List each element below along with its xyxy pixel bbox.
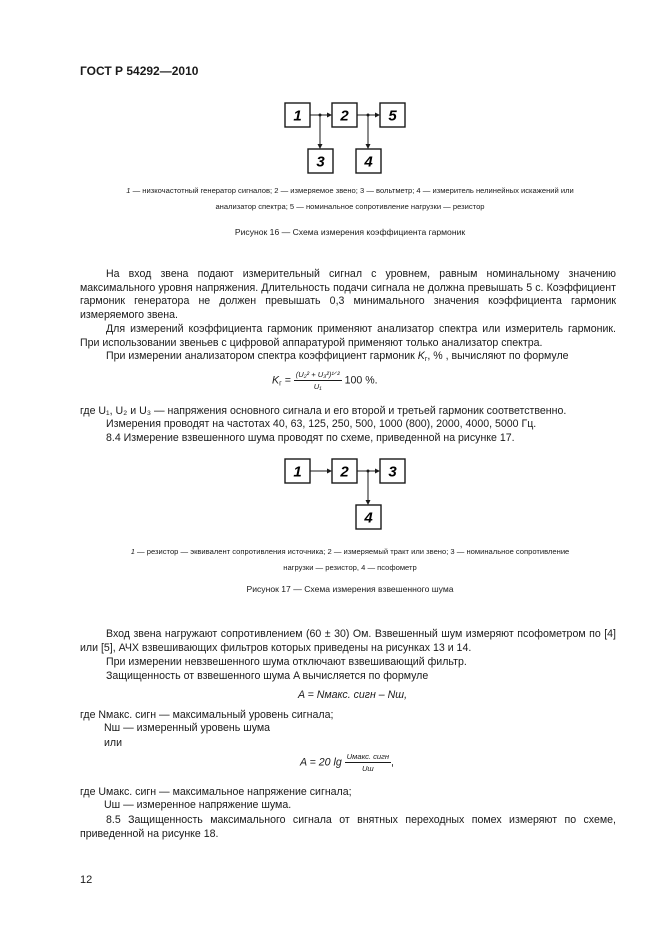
- document-header: ГОСТ Р 54292—2010: [80, 64, 199, 78]
- a2-numerator: Uмакс. сигн: [346, 752, 390, 761]
- paragraph-frequencies: Измерения проводят на частотах 40, 63, 125, 250, 500, 1000 (800), 2000, 4000, 5000 Гц.: [106, 418, 537, 430]
- figure-16-diagram: [284, 101, 409, 177]
- fig16-block-5-label: 5: [388, 107, 397, 125]
- paragraph-kg-formula-intro: При измерении анализатором спектра коэффициент гармоник $K_г$, % , вычисляют по формуле: [106, 350, 569, 363]
- fig16-legend-line-1: — низкочастотный генератор сигналов; 2 — измеряемое звено; 3 — вольтметр; 4 — измеритель нелинейных искажений или: [132, 186, 574, 195]
- kg-denominator: U₁: [313, 382, 322, 391]
- fig16-block-2-label: 2: [340, 107, 349, 125]
- page-number: 12: [80, 874, 93, 886]
- paragraph-weighted-noise: Вход звена нагружают сопротивлением (60 ± 30) Ом. Взвешенный шум измеряют псофометром по [4] или [5], АЧХ взвешивающих фильтров которых приведены на рисунках 13 и 14.: [80, 628, 616, 654]
- figure-17-legend: 1 — резистор — эквивалент сопротивления источника; 2 — измеряемый тракт или звено; 3 — номинальное сопротивление нагрузки — резистор, 4 — псофометр: [80, 544, 620, 576]
- figure-16-legend: 1 — низкочастотный генератор сигналов; 2 — измеряемое звено; 3 — вольтметр; 4 — измеритель нелинейных искажений или анализатор спектра; 5 — номинальное сопротивление нагрузки — резистор: [80, 183, 620, 215]
- fig17-block-3-label: 3: [388, 463, 397, 481]
- paragraph-protection-formula-intro: Защищенность от взвешенного шума A вычисляется по формуле: [106, 670, 429, 682]
- fig16-block-1-label: 1: [293, 107, 302, 125]
- paragraph-spectrum-analyzer: Для измерений коэффициента гармоник применяют анализатор спектра или измеритель гармоник. При использовании звеньев с цифровой аппаратурой применяют только анализатор спектра.: [80, 323, 616, 349]
- paragraph-voltage-definitions: где U₁, U₂ и U₃ — напряжения основного сигнала и его второй и третьей гармоник соответственно.: [80, 405, 567, 417]
- fig17-legend-line-2: нагрузки — резистор, 4 — псофометр: [283, 563, 417, 572]
- fig17-legend-line-1: — резистор — эквивалент сопротивления источника; 2 — измеряемый тракт или звено; 3 — номинальное сопротивление: [137, 547, 570, 556]
- formula-harmonic-coefficient: $K_г$ = $\frac{\text{(U₂² + U₃²)¹ᐟ²}}{\text{U₁}}$ 100 %.: [272, 370, 378, 391]
- figure-17-diagram: [284, 457, 409, 533]
- fig16-block-4-label: 4: [364, 153, 373, 171]
- fig17-block-4-label: 4: [364, 509, 373, 527]
- section-8-5: 8.5 Защищенность максимального сигнала от внятных переходных помех измеряют по схеме, приведенной на рисунке 18.: [80, 814, 616, 840]
- fig17-block-1-label: 1: [293, 463, 302, 481]
- formula-protection-levels: A = Nмакс. сигн – Nш,: [298, 689, 408, 701]
- a2-denominator: Uш: [361, 764, 374, 773]
- definition-max-signal-level: где Nмакс. сигн — максимальный уровень сигнала;: [80, 709, 334, 721]
- word-or: или: [104, 737, 123, 749]
- figure-17-caption: Рисунок 17 — Схема измерения взвешенного шума: [246, 584, 454, 594]
- fig16-legend-line-2: анализатор спектра; 5 — номинальное сопротивление нагрузки — резистор: [215, 202, 485, 211]
- formula-protection-voltages: A = 20 lg $\frac{\text{Uмакс. сигн}}{Uш}$ ,: [300, 752, 394, 773]
- fig17-block-2-label: 2: [340, 463, 349, 481]
- figure-16-caption: Рисунок 16 — Схема измерения коэффициента гармоник: [234, 227, 466, 237]
- definition-noise-voltage: Uш — измеренное напряжение шума.: [104, 799, 292, 811]
- paragraph-unweighted-noise: При измерении невзвешенного шума отключают взвешивающий фильтр.: [106, 656, 467, 668]
- kg-numerator: (U₂² + U₃²)¹ᐟ²: [295, 370, 340, 379]
- paragraph-signal-input: На вход звена подают измерительный сигнал с уровнем, равным номинальному значению максимального уровня напряжения. Длительность подачи сигнала не должна превышать 5 с. Коэффициент гармоник генератора не должен превышать 0,3 минимального значения коэффициента гармоник измеряемого звена.: [80, 268, 616, 321]
- fig16-block-3-label: 3: [316, 153, 325, 171]
- definition-noise-level: Nш — измеренный уровень шума: [104, 722, 271, 734]
- definition-max-signal-voltage: где Uмакс. сигн — максимальное напряжение сигнала;: [80, 786, 352, 798]
- section-8-4: 8.4 Измерение взвешенного шума проводят по схеме, приведенной на рисунке 17.: [106, 432, 515, 444]
